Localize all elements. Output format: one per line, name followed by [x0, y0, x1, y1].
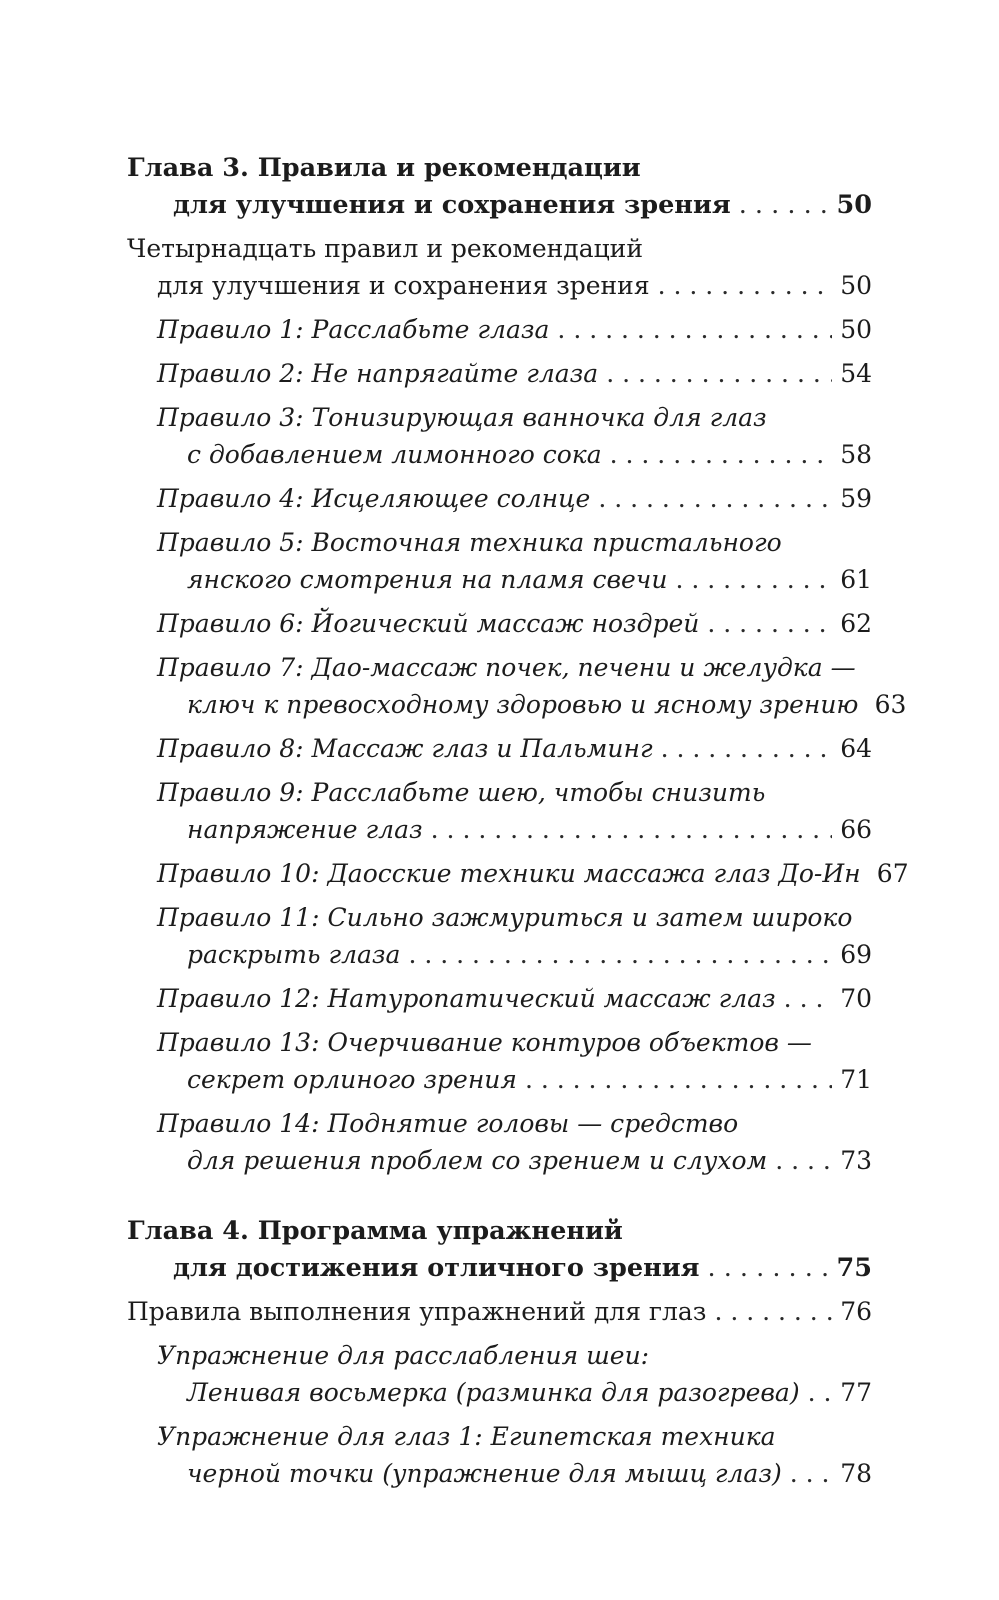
page-number: 50 [840, 315, 872, 344]
leader-dots [525, 1061, 832, 1098]
toc-rule-6 [127, 605, 872, 642]
toc-rule-3 [127, 399, 872, 473]
rule-title: Правило 8: Массаж глаз и Пальминг [157, 734, 653, 763]
page-number: 50 [840, 271, 872, 300]
leader-dots [408, 936, 832, 973]
page-number: 77 [840, 1378, 872, 1407]
leader-dots [658, 267, 832, 304]
page-number: 70 [840, 984, 872, 1013]
toc-rule-9 [127, 774, 872, 848]
rule-title: Правило 10: Даосские техники массажа глаз До-Ин [157, 859, 861, 888]
leader-dots [714, 1293, 832, 1330]
rule-title-line: Правило 9: Расслабьте шею, чтобы снизить [157, 778, 766, 807]
page-number: 76 [840, 1297, 872, 1326]
toc-rule-4 [127, 480, 872, 517]
rule-title: Правило 4: Исцеляющее солнце [157, 484, 591, 513]
toc-rule-8 [127, 730, 872, 767]
page-number: 59 [840, 484, 872, 513]
leader-dots [808, 1374, 832, 1411]
toc-rule-12 [127, 980, 872, 1017]
leader-dots [598, 480, 832, 517]
leader-dots [675, 561, 832, 598]
page-number: 78 [840, 1459, 872, 1488]
leader-dots [739, 187, 831, 224]
page-number: 63 [874, 690, 907, 719]
chapter-title-line: Глава 3. Правила и рекомендации [127, 153, 641, 183]
leader-dots [557, 311, 832, 348]
rule-title: Правило 12: Натуропатический массаж глаз [157, 984, 776, 1013]
page-number: 67 [876, 859, 909, 888]
rule-title-line: ключ к превосходному здоровью и ясному зрению [187, 690, 859, 719]
toc-rule-11 [127, 899, 872, 973]
leader-dots [784, 980, 832, 1017]
toc-rule-5 [127, 524, 872, 598]
rule-title-line: секрет орлиного зрения [187, 1065, 517, 1094]
page-number: 69 [840, 940, 872, 969]
rule-title-line: с добавлением лимонного сока [187, 440, 602, 469]
leader-dots [661, 730, 832, 767]
rule-title-line: для решения проблем со зрением и слухом [187, 1146, 768, 1175]
page-number: 50 [836, 190, 872, 220]
chapter-title-line: для улучшения и сохранения зрения [173, 190, 731, 220]
page-number: 64 [840, 734, 872, 763]
toc-chapter-4 [127, 1213, 872, 1287]
rule-title-line: Правило 7: Дао-массаж почек, печени и желудка — [157, 653, 856, 682]
rule-title: Правило 6: Йогический массаж ноздрей [157, 609, 700, 638]
page-number: 66 [840, 815, 872, 844]
leader-dots [610, 436, 832, 473]
rule-title-line: Правило 11: Сильно зажмуриться и затем широко [157, 903, 853, 932]
toc-rule-1 [127, 311, 872, 348]
page-number: 71 [840, 1065, 872, 1094]
exercise-title-line: Упражнение для расслабления шеи: [157, 1341, 650, 1370]
section-title-line: для улучшения и сохранения зрения [157, 271, 650, 300]
leader-dots [606, 355, 832, 392]
leader-dots [708, 1250, 831, 1287]
section-title-line: Четырнадцать правил и рекомендаций [127, 234, 644, 263]
page-number: 61 [840, 565, 872, 594]
chapter-title-line: Глава 4. Программа упражнений [127, 1216, 623, 1246]
exercise-title-line: Упражнение для глаз 1: Египетская техника [157, 1422, 776, 1451]
toc-rule-14 [127, 1105, 872, 1179]
rule-title-line: Правило 13: Очерчивание контуров объектов — [157, 1028, 812, 1057]
toc-section-fourteen-rules [127, 230, 872, 304]
rule-title: Правило 2: Не напрягайте глаза [157, 359, 599, 388]
chapter-title-line: для достижения отличного зрения [173, 1253, 700, 1283]
toc-exercise-neck [127, 1337, 872, 1411]
toc-rule-2 [127, 355, 872, 392]
leader-dots [431, 811, 832, 848]
rule-title-line: Правило 5: Восточная техника пристального [157, 528, 782, 557]
toc-rule-10 [127, 855, 909, 892]
toc-exercise-eyes-1 [127, 1418, 872, 1492]
toc-rule-13 [127, 1024, 872, 1098]
rule-title-line: янского смотрения на пламя свечи [187, 565, 668, 594]
rule-title-line: напряжение глаз [187, 815, 423, 844]
rule-title-line: Правило 14: Поднятие головы — средство [157, 1109, 739, 1138]
section-title: Правила выполнения упражнений для глаз [127, 1297, 707, 1326]
toc-chapter-3 [127, 150, 872, 224]
exercise-title-line: черной точки (упражнение для мышц глаз) [187, 1459, 782, 1488]
leader-dots [707, 605, 832, 642]
page-number: 62 [840, 609, 872, 638]
exercise-title-line: Ленивая восьмерка (разминка для разогрева) [187, 1378, 800, 1407]
toc-rule-7 [127, 649, 907, 723]
rule-title-line: раскрыть глаза [187, 940, 401, 969]
rule-title: Правило 1: Расслабьте глаза [157, 315, 550, 344]
leader-dots [775, 1142, 832, 1179]
toc-section-exercise-rules [127, 1293, 872, 1330]
page-number: 75 [836, 1253, 872, 1283]
rule-title-line: Правило 3: Тонизирующая ванночка для глаз [157, 403, 767, 432]
page-number: 58 [840, 440, 872, 469]
page-number: 73 [840, 1146, 872, 1175]
table-of-contents [127, 150, 909, 1492]
page-number: 54 [840, 359, 872, 388]
leader-dots [790, 1455, 832, 1492]
